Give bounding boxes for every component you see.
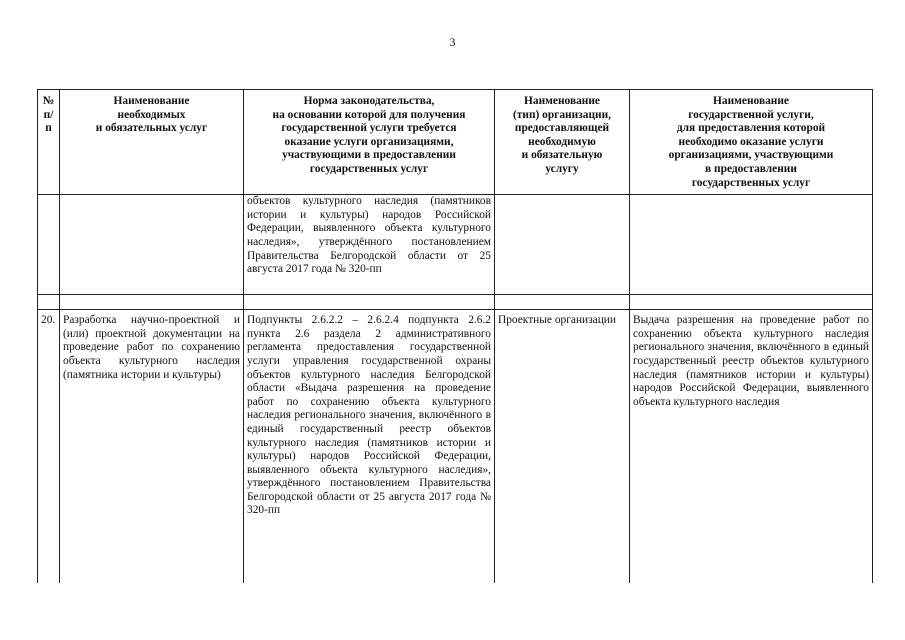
page-number: 3 (449, 35, 456, 49)
table-header-row (38, 90, 873, 195)
cell-norm: Подпункты 2.6.2.2 – 2.6.2.4 подпункта 2.6.2 пункта 2.6 раздела 2 административного регламента предоставления государственной услуги управления государственной охраны объектов культурного наследия Белгородской области «Выдача разрешения на проведение работ по сохранению объекта культурного наследия регионального значения, включённого в единый государственный реестр объектов культурного наследия (памятников истории и культуры) народов Российской Федерации, выявленного объекта культурного наследия», утверждённого постановлением Правительства Белгородской области от 25 августа 2017 года № 320-пп (244, 310, 495, 584)
header-legal-norm: Норма законодательства, на основании которой для получения государственной услуги требуется оказание услуги организациями, участвующими в предоставлении государственных услуг (244, 90, 495, 195)
cell-number (38, 195, 60, 295)
header-service-name: Наименование необходимых и обязательных услуг (60, 90, 244, 195)
cell-organization: Проектные организации (495, 310, 630, 584)
cell-service: Разработка научно-проектной и (или) проектной документации на проведение работ по сохранению объекта культурного наследия (памятника истории и культуры) (60, 310, 244, 584)
header-organization-type: Наименование (тип) организации, предоставляющей необходимую и обязательную услугу (495, 90, 630, 195)
spacer-cell (244, 295, 495, 310)
header-state-service: Наименование государственной услуги, для предоставления которой необходимо оказание услуги организациями, участвующими в предоставлении государственных услуг (630, 90, 873, 195)
spacer-cell (630, 295, 873, 310)
cell-state-service (630, 195, 873, 295)
cell-organization (495, 195, 630, 295)
table-row-spacer (38, 295, 873, 310)
spacer-cell (38, 295, 60, 310)
cell-number: 20. (38, 310, 60, 584)
table-row-continuation (38, 195, 873, 295)
cell-service (60, 195, 244, 295)
spacer-cell (495, 295, 630, 310)
spacer-cell (60, 295, 244, 310)
header-number: № п/п (38, 90, 60, 195)
cell-norm: объектов культурного наследия (памятников истории и культуры) народов Российской Федерации, выявленного объекта культурного наследия», утверждённого постановлением Правительства Белгородской области от 25 августа 2017 года № 320-пп (244, 195, 495, 295)
table-row-20 (38, 310, 873, 584)
cell-state-service: Выдача разрешения на проведение работ по сохранению объекта культурного наследия регионального значения, включённого в единый государственный реестр объектов культурного наследия (памятников истории и культуры) народов Российской Федерации, выявленного объекта культурного наследия (630, 310, 873, 584)
services-table (37, 89, 873, 583)
